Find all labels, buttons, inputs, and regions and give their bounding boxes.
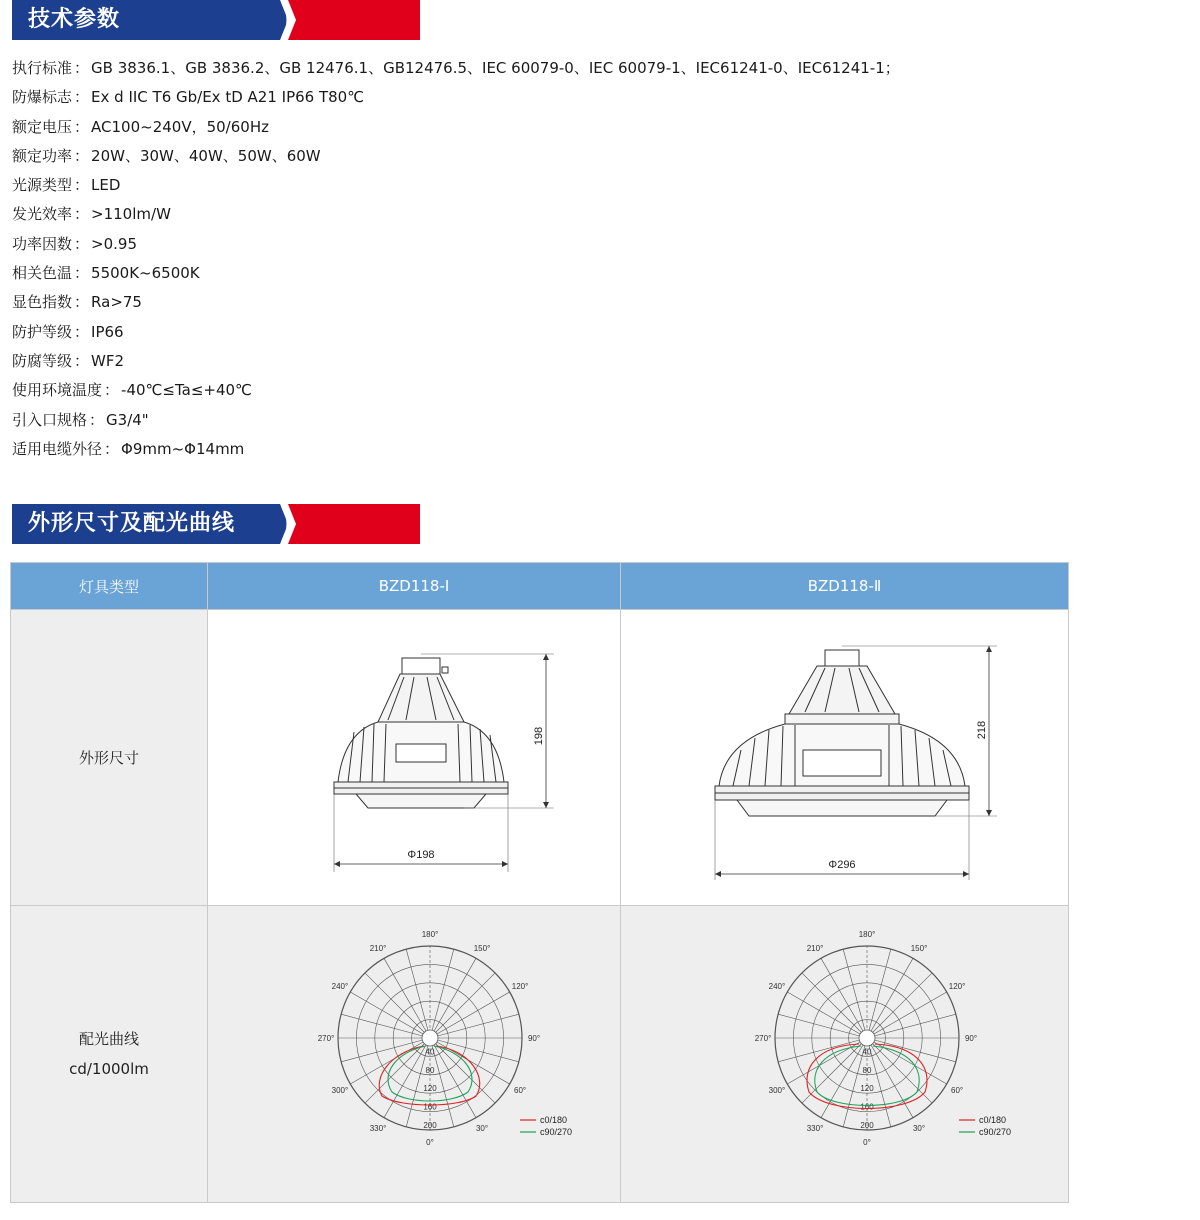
spec-separator: ： (74, 176, 90, 195)
spec-row (12, 83, 900, 112)
lamp-drawing-1-cell (208, 610, 621, 906)
polar-spoke (778, 1014, 867, 1038)
polar-spoke (430, 949, 454, 1038)
spec-row (12, 318, 900, 347)
polar-spoke (341, 1014, 430, 1038)
spec-row (12, 171, 900, 200)
polar-radial-label: 80 (862, 1065, 871, 1075)
spec-value: 5500K~6500K (91, 264, 200, 283)
polar-angle-label: 270° (317, 1034, 335, 1043)
polar-spoke (430, 958, 476, 1038)
polar-angle-label: 180° (421, 930, 439, 939)
polar-angle-label: 120° (948, 982, 965, 991)
spec-label: 适用电缆外径 (12, 439, 103, 458)
polar-angle-label: 330° (369, 1124, 387, 1134)
spec-value: 20W、30W、40W、50W、60W (91, 146, 321, 165)
polar-spoke (430, 1038, 519, 1062)
spec-value: Φ9mm~Φ14mm (121, 439, 245, 458)
polar-angle-label: 90° (964, 1034, 977, 1043)
spec-label: 额定电压 (12, 117, 73, 136)
lamp-drawing-2 (685, 628, 1005, 888)
polar-angle-label: 30° (912, 1124, 925, 1134)
section-title-dims: 外形尺寸及配光曲线 (28, 511, 236, 536)
spec-label: 防腐等级 (12, 351, 73, 370)
polar-spoke (350, 992, 430, 1038)
header-model-2: BZD118-Ⅱ (621, 563, 1069, 610)
section-banner-dims (12, 504, 420, 544)
spec-row (12, 259, 900, 288)
row-label-curves (11, 906, 208, 1203)
polar-spoke (867, 1014, 956, 1038)
lamp-drawing-1 (264, 628, 564, 888)
polar-radial-label: 160 (423, 1102, 437, 1112)
spec-row (12, 142, 900, 171)
polar-angle-label: 90° (527, 1034, 541, 1043)
spec-label: 额定功率 (12, 146, 73, 165)
spec-value: AC100~240V，50/60Hz (91, 117, 269, 136)
spec-separator: ： (74, 322, 90, 341)
spec-separator: ： (74, 234, 90, 253)
spec-separator: ： (74, 59, 90, 77)
diameter-label-2: Φ296 (827, 858, 856, 871)
polar-angle-label: 210° (806, 943, 823, 953)
spec-value: >110lm/W (91, 205, 171, 224)
row-label-dimensions: 外形尺寸 (11, 610, 208, 906)
spec-label: 显色指数 (12, 293, 73, 312)
spec-label: 防爆标志 (12, 88, 73, 107)
polar-angle-label: 60° (514, 1086, 527, 1095)
spec-row (12, 230, 900, 259)
spec-separator: ： (74, 264, 90, 283)
polar-spoke (867, 949, 891, 1038)
spec-label: 防护等级 (12, 322, 73, 341)
polar-angle-label: 150° (910, 943, 927, 953)
header-type: 灯具类型 (11, 563, 208, 610)
curve-unit: cd/1000lm (69, 1060, 149, 1078)
spec-row (12, 113, 900, 142)
polar-angle-label: 150° (473, 943, 491, 953)
polar-radial-label: 40 (862, 1047, 871, 1057)
polar-radial-label: 200 (423, 1121, 437, 1130)
spec-label: 光源类型 (12, 176, 73, 195)
polar-chart-1 (264, 930, 573, 1174)
spec-separator: ： (74, 293, 90, 312)
polar-angle-label: 30° (475, 1124, 489, 1134)
spec-value: Ex d IIC T6 Gb/Ex tD A21 IP66 T80℃ (91, 88, 365, 107)
table-header-row (11, 563, 1069, 610)
spec-separator: ： (104, 439, 120, 458)
polar-spoke (341, 1038, 430, 1062)
legend-label: c90/270 (978, 1127, 1011, 1137)
spec-label: 使用环境温度 (12, 381, 103, 400)
spec-label: 执行标准 (12, 59, 73, 77)
polar-spoke (430, 973, 495, 1038)
polar-radial-label: 200 (859, 1121, 874, 1130)
height-label-2: 218 (975, 720, 988, 739)
spec-value: -40℃≤Ta≤+40℃ (121, 381, 252, 400)
diameter-label-1: Φ198 (407, 848, 435, 861)
polar-angle-label: 300° (768, 1086, 785, 1095)
height-label-1: 198 (533, 726, 545, 745)
lamp-drawing-2-cell (621, 610, 1069, 906)
polar-spoke (867, 973, 932, 1038)
spec-row (12, 435, 900, 464)
polar-spoke (843, 949, 867, 1038)
polar-chart-2 (685, 930, 1011, 1174)
polar-spoke (430, 1014, 519, 1038)
table-row-curves (11, 906, 1069, 1203)
polar-spoke (384, 958, 430, 1038)
spec-value: G3/4" (106, 410, 149, 429)
polar-spoke (365, 973, 430, 1038)
dimension-table (10, 562, 1069, 1203)
spec-separator: ： (74, 205, 90, 224)
spec-value: LED (91, 176, 121, 195)
polar-angle-label: 0° (862, 1138, 871, 1147)
spec-label: 功率因数 (12, 234, 73, 253)
polar-center (422, 1030, 438, 1046)
header-model-1: BZD118-Ⅰ (208, 563, 621, 610)
section-banner-tech (12, 0, 420, 40)
polar-radial-label: 120 (859, 1084, 874, 1094)
polar-angle-label: 330° (806, 1124, 823, 1134)
polar-angle-label: 240° (768, 982, 785, 991)
spec-value: GB 3836.1、GB 3836.2、GB 12476.1、GB12476.5、IEC 60079-0、IEC 60079-1、IEC61241-0、IEC61241-1； (91, 59, 900, 77)
polar-chart-2-cell (621, 906, 1069, 1203)
polar-spoke (867, 992, 947, 1038)
polar-radial-label: 40 (425, 1047, 435, 1057)
spec-separator: ： (74, 146, 90, 165)
spec-value: >0.95 (91, 234, 137, 253)
spec-row (12, 200, 900, 229)
polar-spoke (430, 992, 510, 1038)
curve-label: 配光曲线 (78, 1030, 139, 1048)
spec-label: 引入口规格 (12, 410, 88, 429)
spec-value: WF2 (91, 351, 125, 370)
polar-chart-1-cell (208, 906, 621, 1203)
polar-center (859, 1030, 875, 1046)
spec-value: Ra>75 (91, 293, 142, 312)
spec-label: 相关色温 (12, 264, 73, 283)
polar-spoke (787, 1038, 867, 1084)
spec-value: IP66 (91, 322, 124, 341)
polar-spoke (787, 992, 867, 1038)
polar-spoke (867, 958, 913, 1038)
spec-row (12, 288, 900, 317)
spec-separator: ： (74, 351, 90, 370)
polar-spoke (778, 1038, 867, 1062)
spec-row (12, 406, 900, 435)
table-row-dimensions (11, 610, 1069, 906)
spec-row (12, 347, 900, 376)
spec-separator: ： (74, 88, 90, 107)
spec-separator: ： (89, 410, 105, 429)
polar-spoke (867, 1038, 956, 1062)
spec-row (12, 54, 900, 83)
polar-spoke (801, 973, 866, 1038)
legend-label: c0/180 (978, 1115, 1006, 1125)
spec-separator: ： (74, 117, 90, 136)
spec-separator: ： (104, 381, 120, 400)
polar-angle-label: 0° (426, 1138, 434, 1147)
polar-angle-label: 120° (511, 982, 529, 991)
polar-angle-label: 300° (331, 1086, 349, 1095)
polar-angle-label: 60° (950, 1086, 963, 1095)
polar-angle-label: 240° (331, 982, 349, 991)
polar-spoke (867, 1038, 947, 1084)
legend-label: c0/180 (540, 1115, 568, 1125)
polar-angle-label: 180° (858, 930, 875, 939)
polar-spoke (406, 949, 430, 1038)
polar-radial-label: 80 (425, 1065, 435, 1075)
spec-row (12, 376, 900, 405)
polar-radial-label: 120 (423, 1084, 437, 1094)
spec-label: 发光效率 (12, 205, 73, 224)
spec-list (12, 54, 900, 464)
polar-spoke (350, 1038, 430, 1084)
polar-angle-label: 270° (754, 1034, 771, 1043)
polar-angle-label: 210° (369, 943, 387, 953)
polar-radial-label: 160 (859, 1102, 874, 1112)
legend-label: c90/270 (540, 1127, 573, 1137)
polar-spoke (821, 958, 867, 1038)
section-title-tech: 技术参数 (28, 7, 121, 32)
